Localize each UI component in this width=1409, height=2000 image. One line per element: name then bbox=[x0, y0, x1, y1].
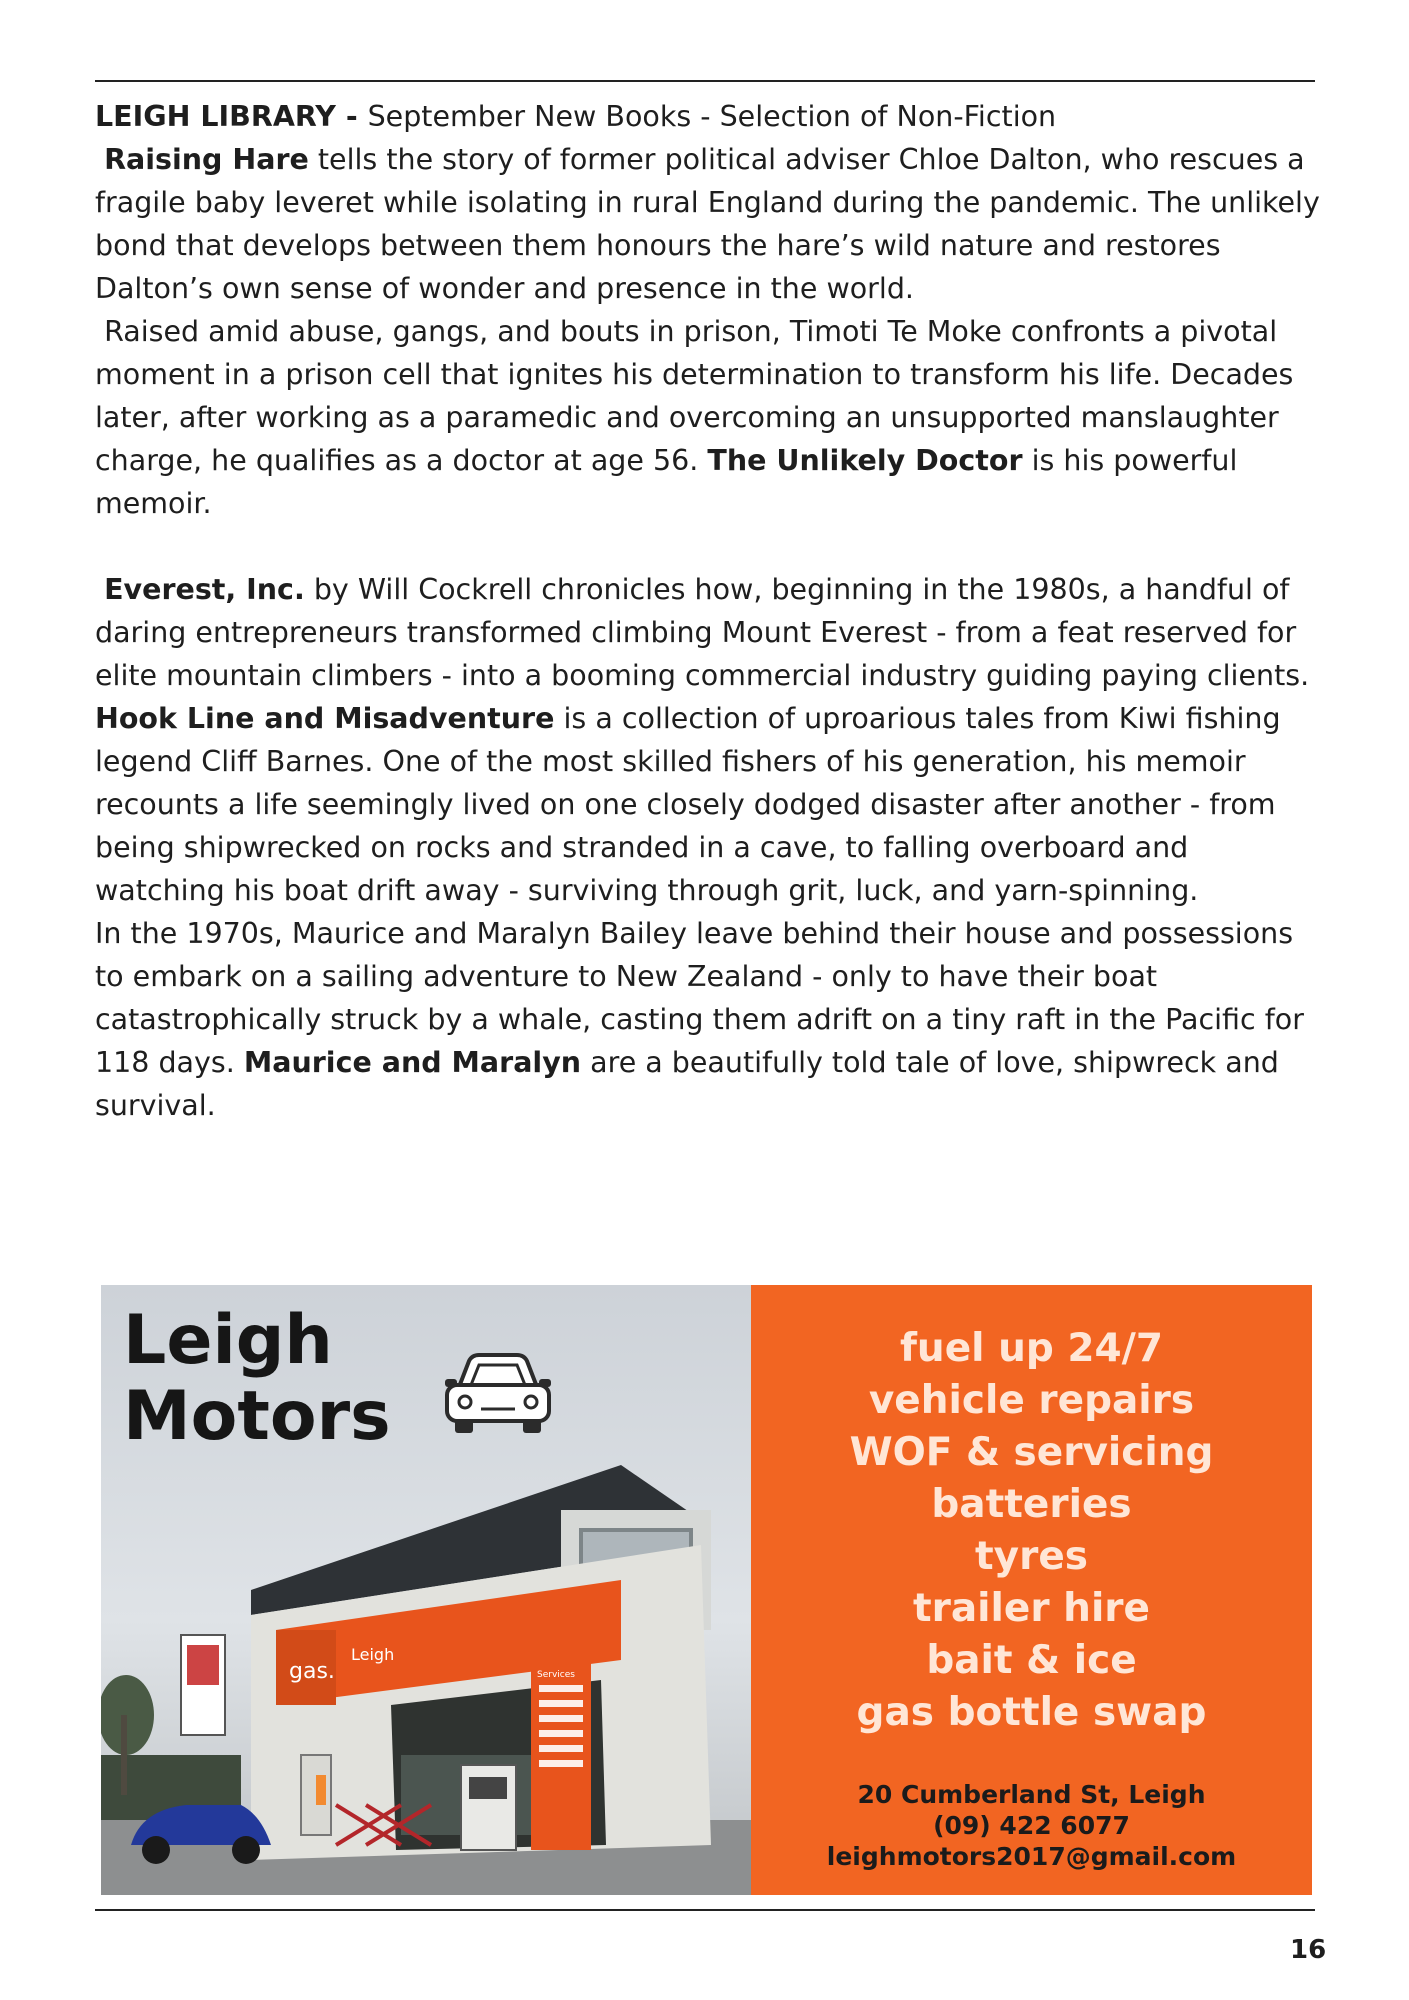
indent bbox=[95, 143, 104, 176]
book-title-maurice-maralyn: Maurice and Maralyn bbox=[243, 1046, 582, 1079]
brand-line-1: Leigh bbox=[123, 1301, 333, 1380]
book-unlikely-doctor bbox=[95, 310, 1320, 525]
ad-email: leighmotors2017@gmail.com bbox=[826, 1842, 1237, 1871]
service-item: bait & ice bbox=[926, 1638, 1137, 1683]
service-item: WOF & servicing bbox=[849, 1430, 1214, 1475]
article-intro bbox=[95, 95, 1320, 138]
service-item: gas bottle swap bbox=[856, 1690, 1207, 1735]
bottom-rule bbox=[95, 1909, 1315, 1911]
indent bbox=[95, 573, 104, 606]
leigh-motors-advert bbox=[101, 1285, 1312, 1895]
article-heading: LEIGH LIBRARY - bbox=[95, 100, 368, 133]
blank-line bbox=[95, 525, 1320, 568]
service-item: trailer hire bbox=[912, 1586, 1150, 1631]
book-everest-inc bbox=[95, 568, 1320, 697]
car-icon bbox=[439, 1347, 557, 1441]
ad-phone: (09) 422 6077 bbox=[933, 1811, 1130, 1840]
garage-photo bbox=[101, 1285, 751, 1895]
fascia-brand-text: gas. bbox=[289, 1659, 335, 1684]
book-title-unlikely-doctor: The Unlikely Doctor bbox=[707, 444, 1023, 477]
book-desc-hook-line: is a collection of uproarious tales from Kiwi fishing legend Cliff Barnes. One of the most skilled fishers of his generation, his memoir recounts a life seemingly lived on one closely dodged disaster after another - from being shipwrecked on rocks and stranded in a cave, to falling overboard and watching his boat drift away - surviving through grit, luck, and yarn-spinning. bbox=[95, 702, 1290, 907]
ad-brand bbox=[123, 1303, 391, 1455]
service-item: tyres bbox=[975, 1534, 1088, 1579]
book-raising-hare bbox=[95, 138, 1329, 310]
book-title-everest-inc: Everest, Inc. bbox=[104, 573, 305, 606]
page-number: 16 bbox=[1290, 1935, 1327, 1965]
fascia-place-text: Leigh bbox=[351, 1645, 395, 1664]
book-hook-line bbox=[95, 697, 1320, 912]
book-title-raising-hare: Raising Hare bbox=[104, 143, 309, 176]
ad-contact bbox=[751, 1779, 1312, 1872]
book-maurice-maralyn bbox=[95, 912, 1320, 1127]
top-rule bbox=[95, 80, 1315, 82]
service-item: fuel up 24/7 bbox=[899, 1326, 1164, 1371]
services-board-text: Services bbox=[537, 1670, 575, 1680]
book-desc-raising-hare: tells the story of former political adviser Chloe Dalton, who rescues a fragile baby leveret while isolating in rural England during the pandemic. The unlikely bond that develops between them honours the hare’s wild nature and restores Dalton’s own sense of wonder and presence in the world. bbox=[95, 143, 1329, 305]
book-desc-unlikely-doctor: Raised amid abuse, gangs, and bouts in prison, Timoti Te Moke confronts a pivotal moment in a prison cell that ignites his determination to transform his life. Decades later, after working as a paramedic and overcoming an unsupported manslaughter charge, he qualifies as a doctor at age 56. bbox=[95, 315, 1303, 477]
ad-address: 20 Cumberland St, Leigh bbox=[857, 1780, 1206, 1809]
brand-line-2: Motors bbox=[123, 1377, 391, 1456]
services-list bbox=[751, 1323, 1312, 1739]
ad-services-panel bbox=[751, 1285, 1312, 1895]
book-tail-maurice-maralyn: are a beautifully told tale of love, shipwreck and survival. bbox=[95, 1046, 1288, 1122]
library-article bbox=[95, 95, 1329, 1127]
article-subheading: September New Books - Selection of Non-Fiction bbox=[367, 100, 1057, 133]
book-title-hook-line: Hook Line and Misadventure bbox=[95, 702, 555, 735]
service-item: batteries bbox=[931, 1482, 1132, 1527]
book-tail-unlikely-doctor: is his powerful memoir. bbox=[95, 444, 1247, 520]
book-desc-maurice-maralyn: In the 1970s, Maurice and Maralyn Bailey leave behind their house and possessions to embark on a sailing adventure to New Zealand - only to have their boat catastrophically struck by a whale, casting them adrift on a tiny raft in the Pacific for 118 days. bbox=[95, 917, 1313, 1079]
book-desc-everest-inc: by Will Cockrell chronicles how, beginning in the 1980s, a handful of daring entrepreneurs transformed climbing Mount Everest - from a feat reserved for elite mountain climbers - into a booming commercial industry guiding paying clients. bbox=[95, 573, 1310, 692]
service-item: vehicle repairs bbox=[868, 1378, 1195, 1423]
